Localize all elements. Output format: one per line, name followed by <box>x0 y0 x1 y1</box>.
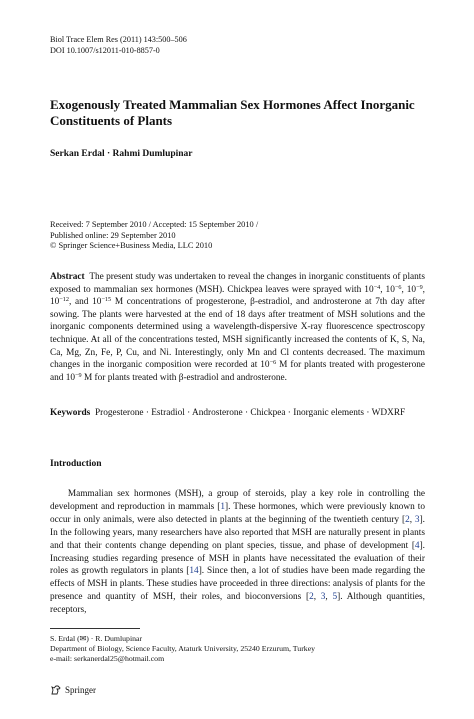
keywords-label: Keywords <box>50 408 91 418</box>
introduction-paragraph <box>50 488 425 617</box>
journal-header <box>50 35 187 56</box>
abstract-text: M for plants treated with progesterone and 10 <box>50 360 426 383</box>
abstract-text: , and 10 <box>68 297 102 308</box>
body-text: ]. Increasing studies regarding presence of MSH in plants have necessitated the evaluation of their roles as growth regulators in plants [ <box>50 540 425 577</box>
author-footnote <box>50 634 430 664</box>
body-text: ]. Since then, a lot of studies have been made regarding the effects of MSH in plants. These studies have proceeded in three directions: analysis of plants for the presence and quantity of MSH, their roles, and bioconversions [ <box>50 566 425 603</box>
citation-link[interactable]: 3 <box>320 592 326 603</box>
exponent: −9 <box>75 371 82 379</box>
publisher-logo <box>50 684 96 696</box>
citation-link[interactable]: 2 <box>405 514 410 525</box>
body-text: , <box>325 592 333 603</box>
citation-link[interactable]: 14 <box>189 566 199 577</box>
body-text: , <box>409 514 415 525</box>
exponent: −6 <box>269 359 277 367</box>
body-text: ]. In the following years, many researchers have also reported that MSH are naturally present in plants and that their contents change depending on plant species, tissue, and phase of development [ <box>50 514 425 551</box>
exponent: −6 <box>394 283 402 291</box>
springer-horse-icon <box>50 684 62 696</box>
keywords-list: Progesterone · Estradiol · Androsterone · Chickpea · Inorganic elements · WDXRF <box>94 408 406 418</box>
published-online: Published online: 29 September 2010 <box>50 230 176 240</box>
doi[interactable]: DOI 10.1007/s12011-010-8857-0 <box>50 45 160 55</box>
exponent: −4 <box>373 283 381 291</box>
article-title: Exogenously Treated Mammalian Sex Hormones Affect Inorganic Constituents of Plants <box>50 97 415 128</box>
citation-link[interactable]: 4 <box>414 540 420 551</box>
body-text: ]. These hormones, which were previously known to occur in only animals, were also detected in plants at the beginning of the twentieth century [ <box>50 501 426 525</box>
keywords <box>50 407 425 420</box>
journal-citation: Biol Trace Elem Res (2011) 143:500–506 <box>50 35 187 44</box>
citation-link[interactable]: 2 <box>309 592 314 603</box>
abstract-text: The present study was undertaken to reveal the changes in inorganic constituents of plants exposed to mammalian sex hormones (MSH). Chickpea leaves were sprayed with 10 <box>50 272 426 295</box>
citation-link[interactable]: 1 <box>220 501 226 512</box>
body-text: , <box>313 592 321 603</box>
publisher-name: Springer <box>65 685 96 695</box>
abstract-text: , 10 <box>50 284 425 308</box>
publication-dates <box>50 220 430 252</box>
body-text: Mammalian sex hormones (MSH), a group of steroids, play a key role in controlling the development and reproduction in mammals [ <box>50 489 425 512</box>
email[interactable]: e-mail: serkanerdal25@hotmail.com <box>50 654 165 663</box>
footnote-rule <box>50 628 140 629</box>
abstract-text: M for plants treated with β-estradiol and androsterone. <box>81 372 287 383</box>
copyright-line: © Springer Science+Business Media, LLC 2010 <box>50 241 213 251</box>
citation-link[interactable]: 5 <box>332 592 338 603</box>
body-text: ]. Although quantities, receptors, <box>50 592 425 616</box>
abstract <box>50 271 425 384</box>
abstract-text: , 10 <box>380 284 395 295</box>
received-accepted: Received: 7 September 2010 / Accepted: 15 September 2010 / <box>50 220 259 229</box>
affiliation: Department of Biology, Science Faculty, Ataturk University, 25240 Erzurum, Turkey <box>50 644 316 653</box>
abstract-text: , 10 <box>401 284 417 295</box>
corresponding-authors: S. Erdal (✉) · R. Dumlupinar <box>50 634 143 643</box>
citation-link[interactable]: 3 <box>414 514 420 525</box>
exponent: −12 <box>59 296 69 304</box>
author-list: Serkan Erdal · Rahmi Dumlupinar <box>50 149 193 159</box>
exponent: −9 <box>416 283 423 291</box>
abstract-label: Abstract <box>50 272 85 282</box>
abstract-text: M concentrations of progesterone, β-estradiol, and androsterone at 7th day after sowing. The plants were harvested at the end of 18 days after treatment of MSH solutions and the inorganic components determined using a wavelength-dispersive X-ray fluorescence spectroscopy technique. At all of the concentrations tested, MSH significantly increased the contents of K, S, Na, Ca, Mg, Zn, Fe, P, Cu, and Ni. Interestingly, only Mn and Cl contents decreased. The maximum changes in the inorganic composition were recorded at 10 <box>50 297 425 371</box>
exponent: −15 <box>101 296 112 304</box>
section-heading-introduction: Introduction <box>50 459 102 469</box>
